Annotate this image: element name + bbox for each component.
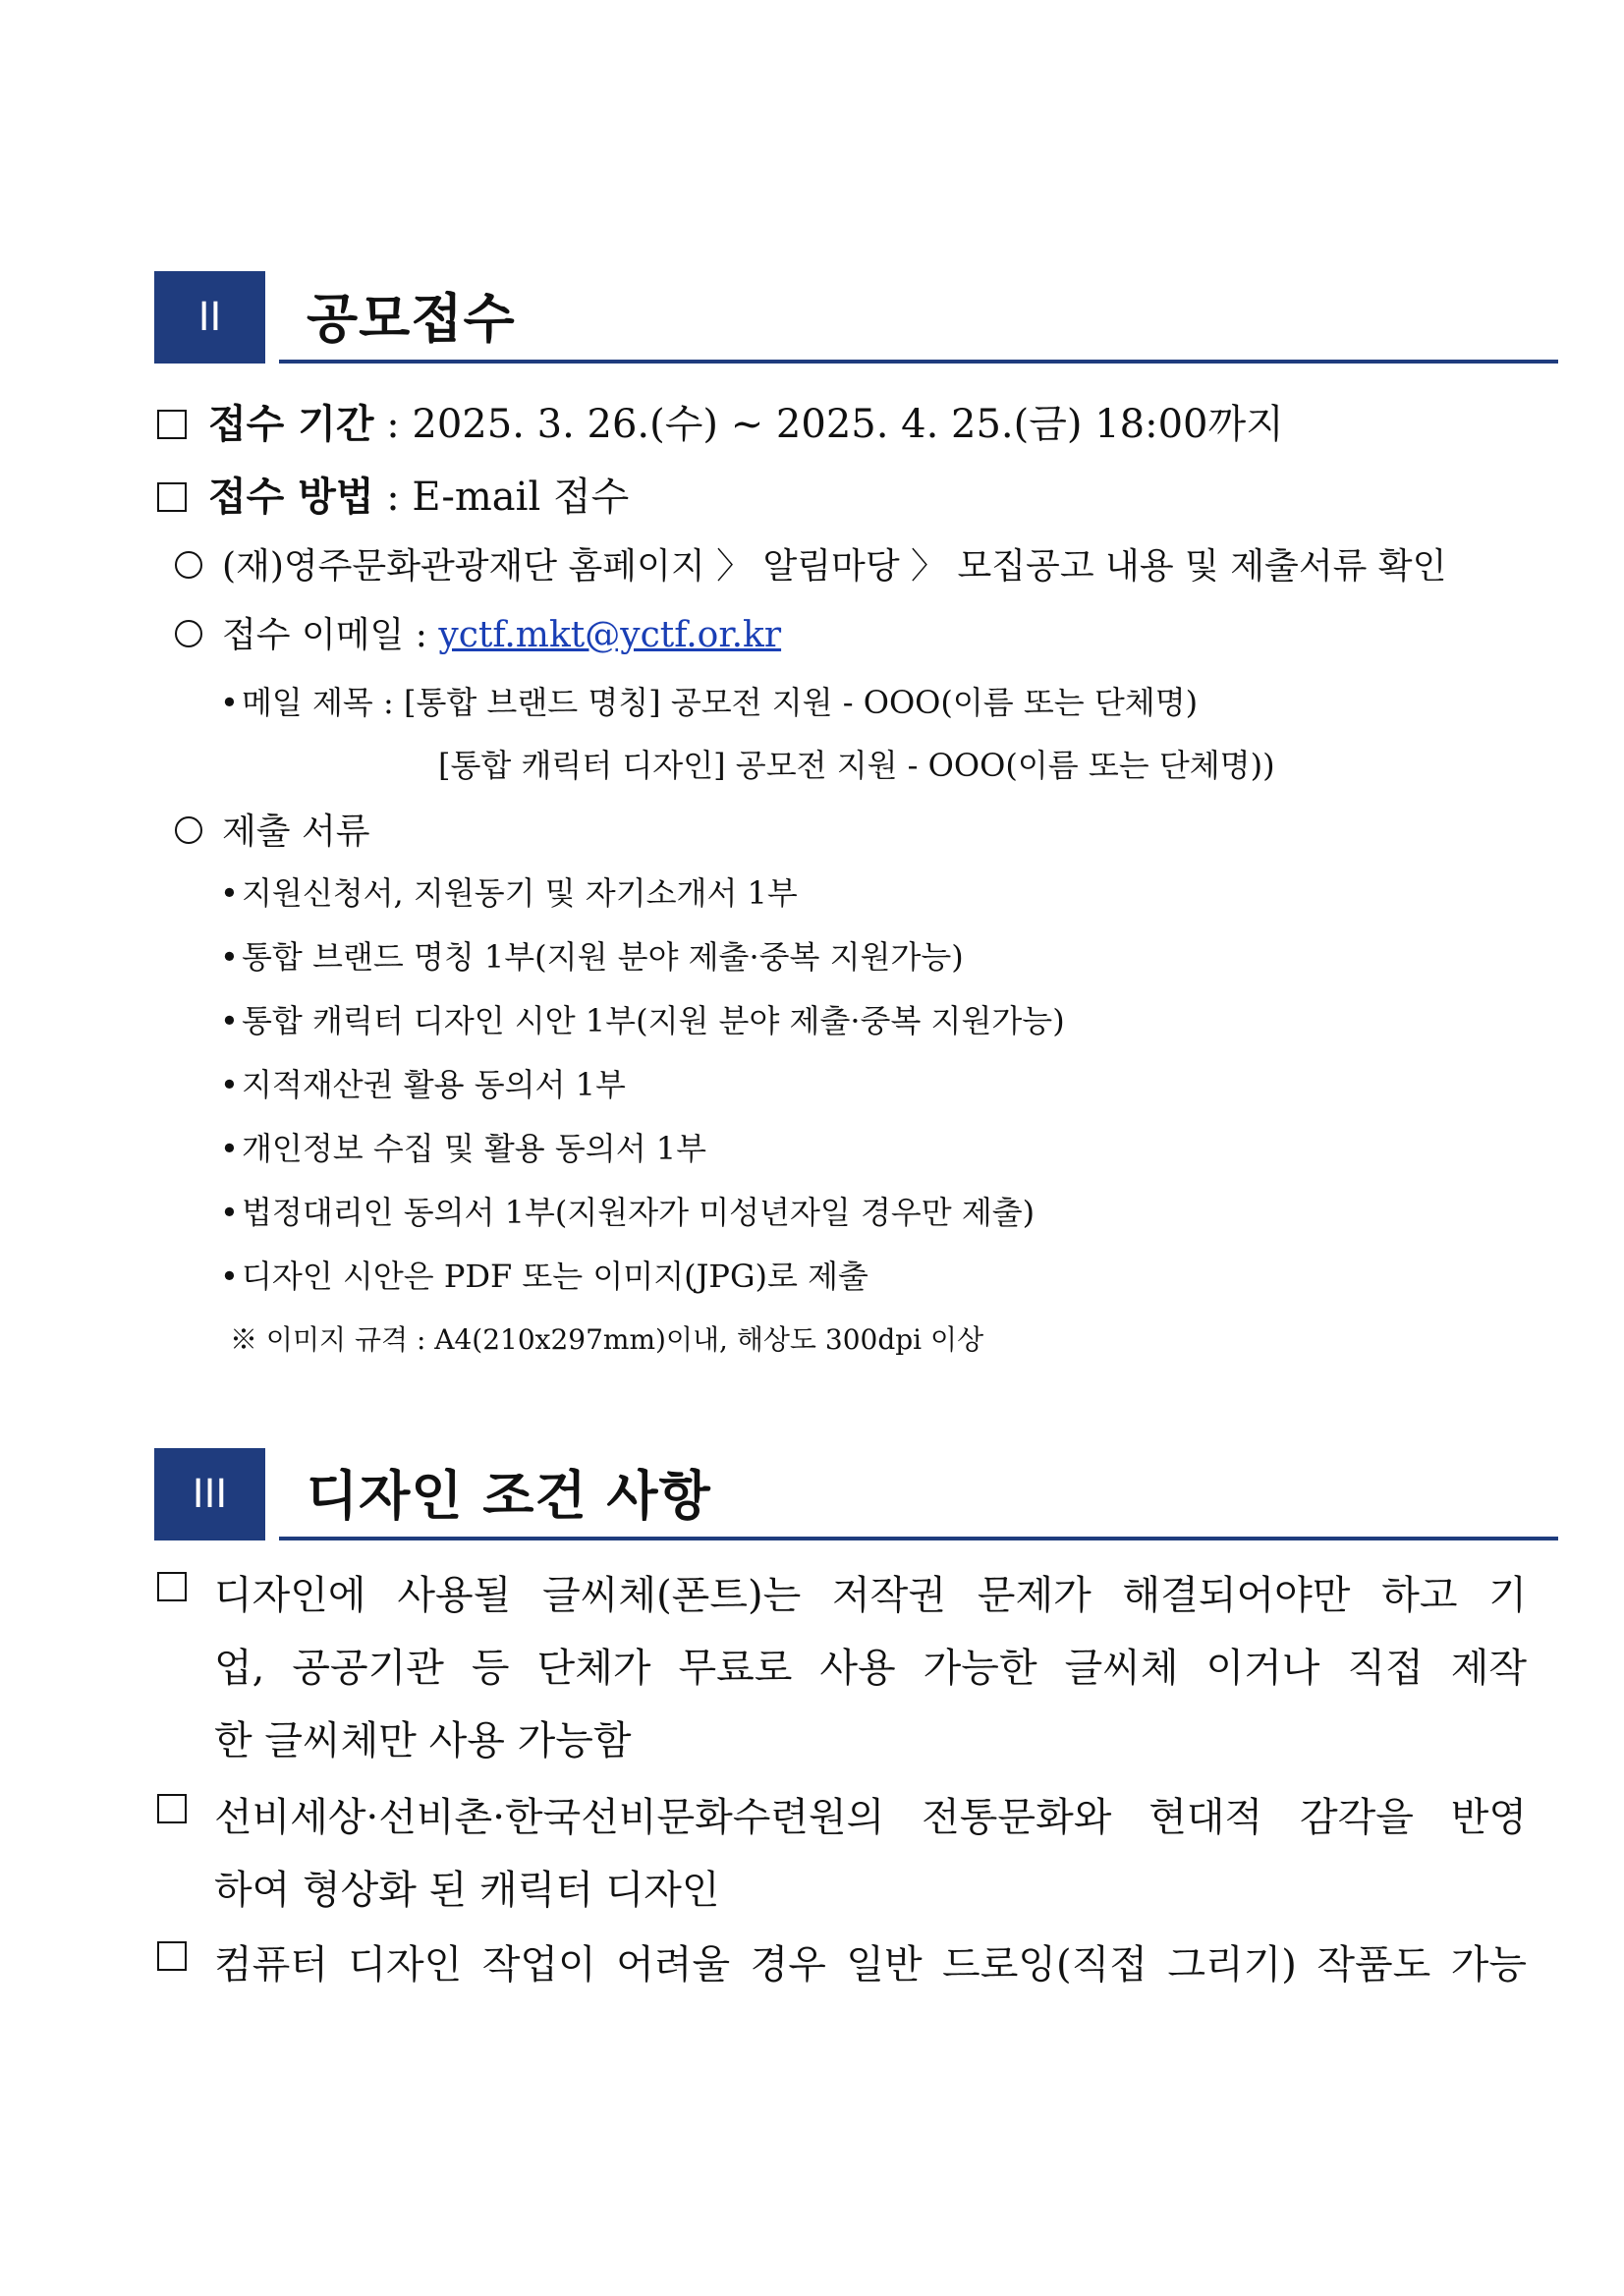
period-label: 접수 기간 <box>208 401 374 447</box>
method-item <box>157 466 629 522</box>
condition-item-1-line-3: 한 글씨체만 사용 가능함 <box>214 1718 632 1764</box>
document-text: 디자인 시안은 PDF 또는 이미지(JPG)로 제출 <box>242 1258 868 1295</box>
dot-bullet-icon: • <box>220 1194 239 1231</box>
document-text: 통합 캐릭터 디자인 시안 1부(지원 분야 제출·중복 지원가능) <box>242 1002 1065 1039</box>
section-3-rule <box>279 1537 1558 1540</box>
circle-bullet-icon <box>175 551 202 579</box>
square-bullet-icon <box>157 1794 187 1823</box>
condition-item-2-bullet <box>157 1786 208 1831</box>
square-bullet-icon <box>157 1572 187 1601</box>
document-text: 통합 브랜드 명칭 1부(지원 분야 제출·중복 지원가능) <box>242 938 964 976</box>
email-link[interactable]: yctf.mkt@yctf.or.kr <box>438 615 782 655</box>
condition-item-2-line-2: 하여 형상화 된 캐릭터 디자인 <box>214 1868 720 1913</box>
circle-bullet-icon <box>175 816 202 844</box>
square-bullet-icon <box>157 410 187 439</box>
square-bullet-icon <box>157 1941 187 1971</box>
condition-item-3-text: 컴퓨터 디자인 작업이 어려울 경우 일반 드로잉(직접 그리기) 작품도 가능 <box>214 1942 1527 1988</box>
section-2-number: II <box>154 271 265 364</box>
email-item <box>175 607 781 657</box>
image-spec-note: ※ 이미지 규격 : A4(210x297mm)이내, 해상도 300dpi 이상 <box>230 1323 984 1356</box>
section-2-title: 공모접수 <box>307 288 516 350</box>
circle-bullet-icon <box>175 620 202 647</box>
dot-bullet-icon: • <box>220 938 239 976</box>
dot-bullet-icon: • <box>220 684 239 721</box>
section-3-header <box>154 1448 1558 1540</box>
mail-subject-line-2 <box>438 741 1275 786</box>
method-value: : E-mail 접수 <box>386 475 630 520</box>
condition-item-2-line-1: 선비세상·선비촌·한국선비문화수련원의 전통문화와 현대적 감각을 반영 <box>214 1795 1527 1840</box>
condition-item-1-line-1: 디자인에 사용될 글씨체(폰트)는 저작권 문제가 해결되어야만 하고 기 <box>214 1573 1527 1618</box>
homepage-text: (재)영주문화관광재단 홈페이지 〉 알림마당 〉 모집공고 내용 및 제출서류 확인 <box>222 546 1447 587</box>
document-row <box>220 996 1065 1041</box>
period-item <box>157 393 1284 449</box>
dot-bullet-icon: • <box>220 1066 239 1103</box>
section-3-title: 디자인 조건 사항 <box>307 1465 711 1527</box>
dot-bullet-icon: • <box>220 1002 239 1039</box>
condition-item-1-line-2: 업, 공공기관 등 단체가 무료로 사용 가능한 글씨체 이거나 직접 제작 <box>214 1646 1527 1691</box>
document-row <box>220 1060 626 1105</box>
document-text: 법정대리인 동의서 1부(지원자가 미성년자일 경우만 제출) <box>242 1194 1036 1231</box>
document-row <box>220 868 798 914</box>
condition-item-1-bullet <box>157 1564 208 1609</box>
mail-subject-item <box>220 678 1198 723</box>
document-text: 지원신청서, 지원동기 및 자기소개서 1부 <box>242 874 798 912</box>
document-row <box>220 932 964 978</box>
section-2-header <box>154 271 1558 364</box>
email-label: 접수 이메일 : <box>222 615 427 655</box>
dot-bullet-icon: • <box>220 1258 239 1295</box>
dot-bullet-icon: • <box>220 874 239 912</box>
homepage-item <box>175 538 1446 588</box>
dot-bullet-icon: • <box>220 1130 239 1167</box>
section-2-rule <box>279 360 1558 364</box>
square-bullet-icon <box>157 482 187 512</box>
document-row <box>220 1252 868 1297</box>
section-3-number: III <box>154 1448 265 1540</box>
document-text: 지적재산권 활용 동의서 1부 <box>242 1066 626 1103</box>
period-value: : 2025. 3. 26.(수) ~ 2025. 4. 25.(금) 18:00까지 <box>386 402 1284 447</box>
document-row <box>220 1124 706 1169</box>
mail-subject-2: [통합 캐릭터 디자인] 공모전 지원 - OOO(이름 또는 단체명)) <box>438 747 1275 784</box>
documents-item <box>175 804 370 854</box>
document-text: 개인정보 수집 및 활용 동의서 1부 <box>242 1130 707 1167</box>
mail-subject-1: [통합 브랜드 명칭] 공모전 지원 - OOO(이름 또는 단체명) <box>403 684 1199 721</box>
method-label: 접수 방법 <box>208 474 374 520</box>
documents-label: 제출 서류 <box>222 812 370 852</box>
condition-item-3-bullet <box>157 1933 208 1979</box>
document-row <box>220 1188 1035 1233</box>
mail-subject-label: 메일 제목 : <box>242 684 394 721</box>
